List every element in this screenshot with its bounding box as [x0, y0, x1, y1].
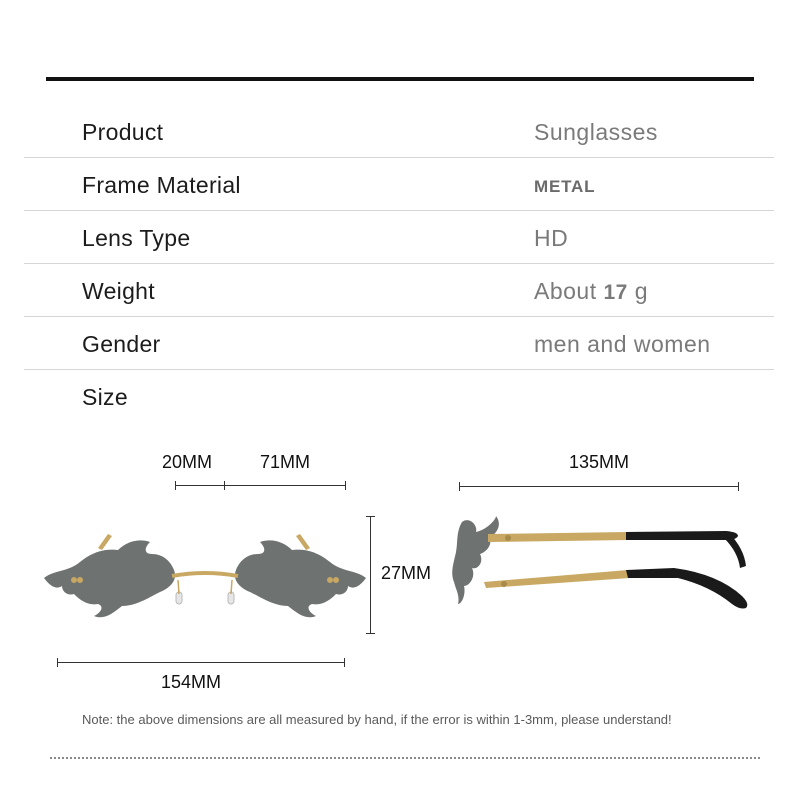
side-flame-lens — [452, 516, 499, 604]
dimension-tick — [738, 482, 739, 491]
dimension-tick — [224, 481, 225, 490]
spec-row-frame-material — [24, 158, 774, 211]
spec-label: Size — [82, 384, 128, 410]
sunglasses-side-view-image — [448, 512, 758, 622]
dimension-tick — [366, 516, 375, 517]
spec-row-product — [24, 105, 774, 158]
bottom-dimension-line — [57, 662, 345, 663]
bottom-dotted-divider — [50, 757, 760, 759]
weight-prefix: About — [534, 278, 597, 304]
measurement-note: Note: the above dimensions are all measured by hand, if the error is within 1-3mm, please understand! — [82, 712, 672, 727]
spec-row-gender — [24, 317, 774, 370]
temple-dimension-line — [459, 486, 739, 487]
frame-bridge — [172, 573, 238, 576]
temple-tip-lower — [626, 568, 747, 609]
height-dimension-line — [370, 516, 371, 634]
nose-pad-arm — [178, 580, 179, 594]
temple-hinge-left — [98, 534, 112, 550]
spec-value: METAL — [534, 177, 596, 196]
spec-label: Gender — [82, 331, 161, 357]
right-flame-lens — [235, 540, 366, 617]
temple-tip-upper — [626, 531, 738, 540]
spec-label: Lens Type — [82, 225, 191, 251]
spec-value: men and women — [534, 331, 711, 357]
lens-width-dimension-label: 71MM — [260, 452, 311, 472]
lens-rivet — [333, 577, 339, 583]
lens-height-dimension-label: 27MM — [381, 563, 432, 583]
nose-pad-arm — [231, 580, 232, 594]
spec-row-weight — [24, 264, 774, 317]
top-divider — [46, 77, 754, 81]
hinge-screw — [501, 581, 507, 587]
temple-hinge-right — [296, 534, 310, 550]
dimension-tick — [345, 481, 346, 490]
weight-number: 17 — [603, 281, 628, 304]
spec-label: Product — [82, 119, 164, 145]
dimension-tick — [459, 482, 460, 491]
dimension-tick — [366, 633, 375, 634]
lens-rivet — [77, 577, 83, 583]
sunglasses-front-view-image — [40, 520, 370, 630]
spec-label: Weight — [82, 278, 155, 304]
temple-length-dimension-label: 135MM — [569, 452, 630, 472]
bridge-dimension-label: 20MM — [162, 452, 213, 472]
dimension-tick — [175, 481, 176, 490]
weight-unit: g — [634, 278, 649, 304]
spec-row-lens-type — [24, 211, 774, 264]
spec-label: Frame Material — [82, 172, 241, 198]
left-flame-lens — [44, 540, 175, 617]
total-width-dimension-label: 154MM — [161, 672, 222, 692]
spec-value — [534, 278, 648, 305]
hinge-screw — [505, 535, 511, 541]
dimension-tick — [344, 658, 345, 667]
spec-row-size — [24, 370, 774, 423]
dimension-tick — [57, 658, 58, 667]
spec-value: Sunglasses — [534, 119, 658, 145]
lens-rivet — [327, 577, 333, 583]
lens-rivet — [71, 577, 77, 583]
top-dimension-line — [175, 485, 346, 486]
spec-value: HD — [534, 225, 569, 251]
